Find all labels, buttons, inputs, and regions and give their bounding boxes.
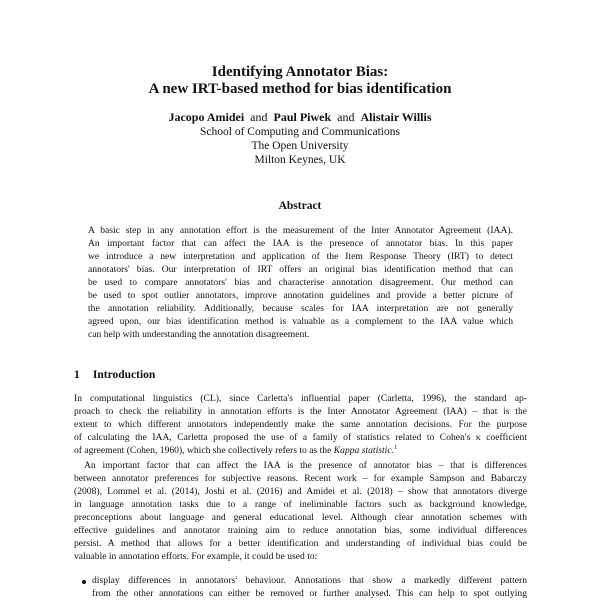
author-separator: and <box>250 110 268 124</box>
paragraph-text: of agreement (Cohen, 1960), which she collectively refers to as the <box>74 445 334 456</box>
bullet-line: from the other annotations can either be removed or further analysed. This can help to spot outlying <box>92 588 527 599</box>
paper-title-line-1: Identifying Annotator Bias: <box>211 64 389 80</box>
abstract-line: the annotation reliability. Additionally, because scales for IAA interpretation are not generally <box>88 303 513 314</box>
bullet-icon <box>82 580 86 584</box>
paragraph-line: An important factor that can affect the IAA is the presence of annotator bias – that is differences <box>84 460 527 471</box>
paragraph-line: persist. A method that allows for a better identification and understanding of individual bias could be <box>74 538 527 549</box>
abstract-line: be used to compare annotators' bias and characterise annotation disagreement. Our method can <box>88 277 513 288</box>
author-name: Paul Piwek <box>273 110 332 124</box>
paragraph-line: valuable in annotation efforts. For example, it could be used to: <box>74 551 318 562</box>
abstract-line: agreed upon, our bias identification method is valuable as a complement to the IAA value which <box>88 316 513 327</box>
paragraph-line: (2008), Lommel et al. (2014), Joshi et al. (2016) and Amidei et al. (2018) – show that annotators diverge <box>74 486 527 497</box>
author-name: Alistair Willis <box>360 110 432 124</box>
paragraph-text: . <box>391 445 394 456</box>
abstract-line: we introduce a new interpretation and application of the Item Response Theory (IRT) to detect <box>88 251 513 262</box>
author-name: Jacopo Amidei <box>168 110 245 124</box>
abstract-heading: Abstract <box>278 200 322 212</box>
affiliation-line: Milton Keynes, UK <box>254 154 346 166</box>
footnote-marker: 1 <box>394 443 398 451</box>
affiliation-line: School of Computing and Communications <box>200 126 400 138</box>
section-heading <box>74 369 155 381</box>
paragraph-line: of calculating the IAA, Carletta proposed the use of a family of statistics related to Cohen's κ coefficient <box>74 432 527 443</box>
abstract-line: An important factor that can affect the IAA is the presence of annotator bias. In this paper <box>88 238 513 249</box>
affiliation-line: The Open University <box>251 140 349 152</box>
abstract-line: be used to spot outlier annotators, improve annotation guidelines and provide a better picture of <box>88 290 513 301</box>
section-title: Introduction <box>92 369 156 381</box>
section-number: 1 <box>74 369 80 381</box>
abstract-line: can help with understanding the annotation disagreement. <box>88 329 310 340</box>
paragraph-line: preconceptions about language and general educational level. Although clear annotation schemes with <box>74 512 527 523</box>
bullet-line: display differences in annotators' behaviour. Annotations that show a markedly different pattern <box>92 575 527 586</box>
paragraph-line: extent to which different annotators independently make the same annotation decisions. For the purpose <box>74 419 527 430</box>
paper-title-line-2: A new IRT-based method for bias identification <box>148 81 452 97</box>
paragraph-line: between annotator preferences for subjective reasons. Recent work – for example Sampson and Babarczy <box>74 473 527 484</box>
paragraph-line: proach to check the reliability in annotation efforts is the Inter Annotator Agreement (IAA) – that is the <box>74 406 527 417</box>
kappa-statistic-term: Kappa statistic <box>333 445 392 456</box>
author-list <box>0 110 600 124</box>
paragraph-line: In computational linguistics (CL), since Carletta's influential paper (Carletta, 1996), the standard ap- <box>74 393 527 404</box>
abstract-line: annotators' bias. Our interpretation of IRT offers an original bias identification method that can <box>88 264 513 275</box>
paragraph-line: effective guidelines and annotator training aim to reduce annotation bias, some individual differences <box>74 525 527 536</box>
author-separator: and <box>337 110 355 124</box>
abstract-line: A basic step in any annotation effort is the measurement of the Inter Annotator Agreement (IAA). <box>88 225 513 236</box>
paragraph-line <box>74 444 527 457</box>
paragraph-line: in language annotation tasks due to a range of ineliminable factors such as background knowledge, <box>74 499 527 510</box>
